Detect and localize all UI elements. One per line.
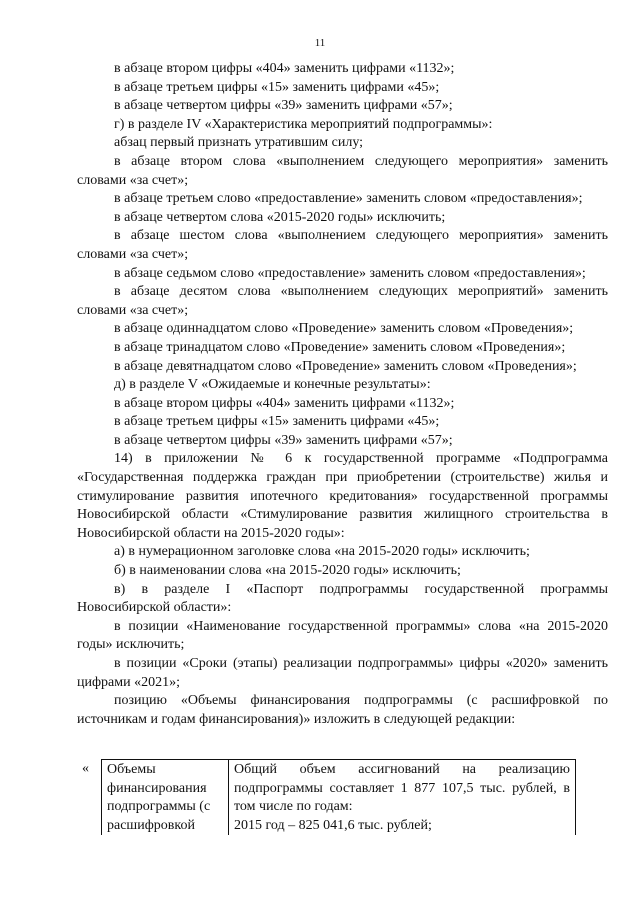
paragraph: в абзаце третьем слово «предоставление» заменить словом «предоставления»;: [114, 191, 583, 207]
paragraph: в абзаце седьмом слово «предоставление» заменить словом «предоставления»;: [114, 265, 586, 281]
paragraph: в абзаце четвертом слова «2015-2020 годы» исключить;: [114, 209, 446, 225]
right-cell-year-line: 2015 год – 825 041,6 тыс. рублей;: [234, 817, 432, 833]
passport-table-area: [77, 759, 608, 905]
left-cell-text: Объемы финансирования подпрограммы (с расшифровкой: [107, 762, 211, 833]
passport-table: [101, 759, 576, 835]
paragraph: в абзаце третьем цифры «15» заменить цифрами «45»;: [114, 79, 440, 95]
opening-quote: «: [82, 761, 89, 776]
left-cell: [102, 760, 229, 836]
page-number: 11: [314, 37, 326, 49]
paragraph: а) в нумерационном заголовке слова «на 2015-2020 годы» исключить;: [114, 544, 530, 560]
paragraph: г) в разделе IV «Характеристика мероприятий подпрограммы»:: [114, 116, 493, 132]
paragraph: в абзаце третьем цифры «15» заменить цифрами «45»;: [114, 414, 440, 430]
paragraph: в абзаце девятнадцатом слово «Проведение» заменить словом «Проведения»;: [114, 358, 577, 374]
table-row: [102, 760, 576, 836]
paragraph: в абзаце шестом слова «выполнением следующего мероприятия» заменить словами «за счет»;: [77, 228, 608, 262]
paragraph: б) в наименовании слова «на 2015-2020 годы» исключить;: [114, 563, 461, 579]
paragraph: в абзаце одиннадцатом слово «Проведение» заменить словом «Проведения»;: [114, 321, 574, 337]
paragraph: в абзаце втором цифры «404» заменить цифрами «1132»;: [114, 395, 455, 411]
paragraph: в позиции «Сроки (этапы) реализации подпрограммы» цифры «2020» заменить цифрами «2021»;: [77, 656, 608, 690]
paragraph: в абзаце десятом слова «выполнением следующих мероприятий» заменить словами «за счет»;: [77, 284, 608, 318]
paragraph: в позиции «Наименование государственной программы» слова «на 2015-2020 годы» исключить;: [77, 618, 608, 653]
document-body: [77, 60, 608, 729]
paragraph: д) в разделе V «Ожидаемые и конечные результаты»:: [114, 377, 431, 393]
right-cell: [229, 760, 576, 836]
paragraph: абзац первый признать утратившим силу;: [114, 135, 364, 151]
paragraph: 14) в приложении № 6 к государственной программе «Подпрограмма «Государственная поддержка граждан при приобретении (строительстве) жилья и стимулирование развития ипотечного кредитования» государственной программы Новосибирской области «Стимулирование развития жилищного строительства в Новосибирской области на 2015-2020 годы»:: [77, 451, 608, 541]
paragraph: в абзаце тринадцатом слово «Проведение» заменить словом «Проведения»;: [114, 339, 566, 355]
paragraph: в абзаце четвертом цифры «39» заменить цифрами «57»;: [114, 98, 453, 114]
paragraph: в абзаце четвертом цифры «39» заменить цифрами «57»;: [114, 432, 453, 448]
right-cell-text: Общий объем ассигнований на реализацию подпрограммы составляет 1 877 107,5 тыс. рублей, в том числе по годам:: [234, 762, 570, 815]
paragraph: в абзаце втором цифры «404» заменить цифрами «1132»;: [114, 61, 455, 76]
paragraph: в абзаце втором слова «выполнением следующего мероприятия» заменить словами «за счет»;: [77, 153, 608, 188]
paragraph: позицию «Объемы финансирования подпрограммы (с расшифровкой по источникам и годам финансирования)» изложить в следующей редакции:: [77, 693, 608, 727]
paragraph: в) в разделе I «Паспорт подпрограммы государственной программы Новосибирской области»:: [77, 581, 608, 616]
